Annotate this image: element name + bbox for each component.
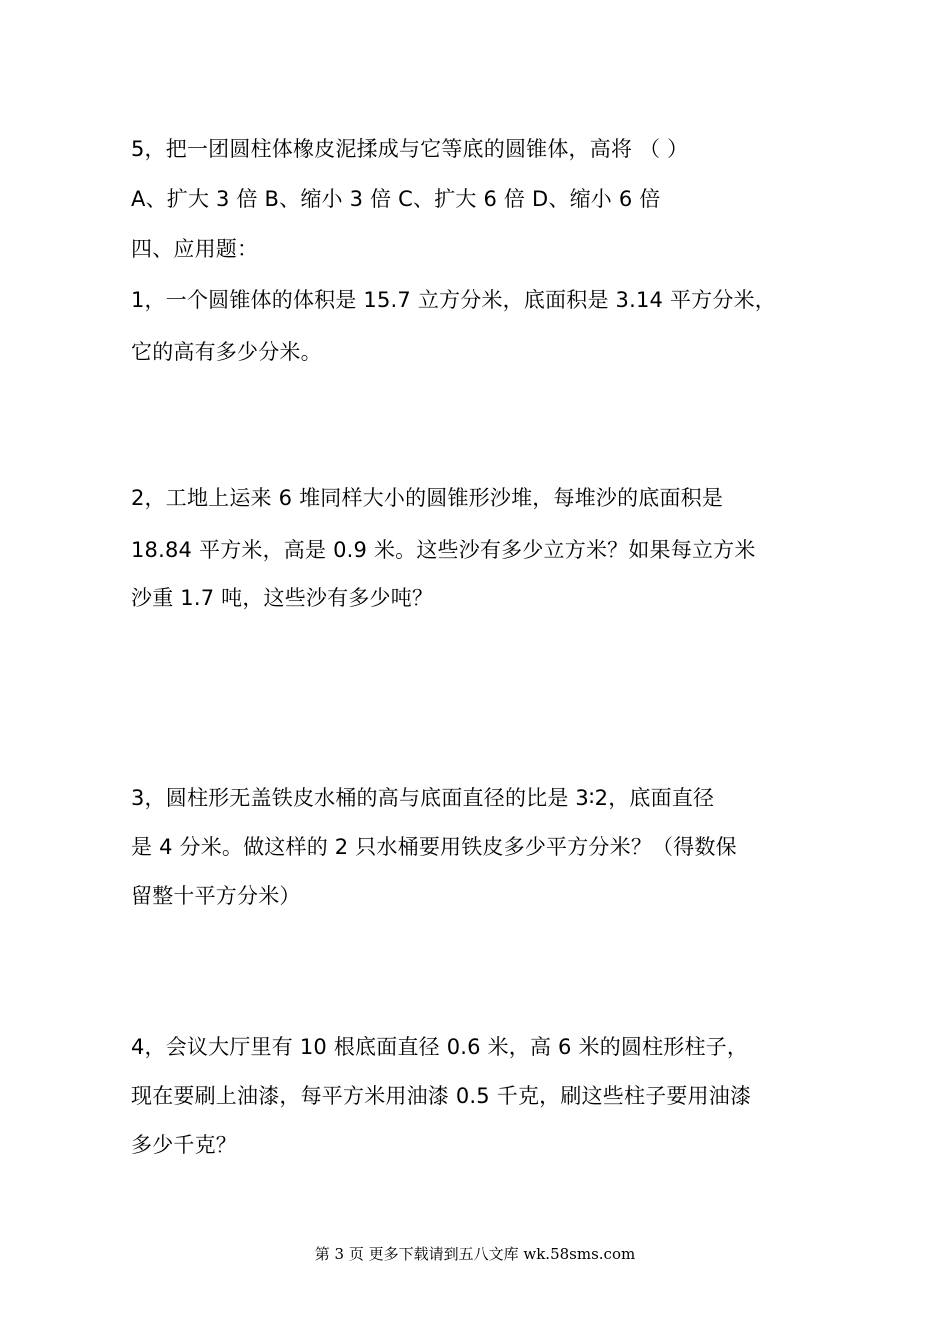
- question-5-stem: 5，把一团圆柱体橡皮泥揉成与它等底的圆锥体，高将 （ ）: [131, 137, 689, 161]
- problem-4-line-3: 多少千克？: [131, 1133, 237, 1157]
- problem-1-line-1: 1，一个圆锥体的体积是 15.7 立方分米，底面积是 3.14 平方分米，: [131, 288, 776, 312]
- page-footer: 第 3 页 更多下载请到五八文库 wk.58sms.com: [314, 1245, 636, 1263]
- problem-4-line-1: 4，会议大厅里有 10 根底面直径 0.6 米，高 6 米的圆柱形柱子，: [131, 1035, 749, 1059]
- problem-3-line-3: 留整十平方分米）: [131, 884, 301, 908]
- problem-4-line-2: 现在要刷上油漆，每平方米用油漆 0.5 千克，刷这些柱子要用油漆: [131, 1084, 752, 1108]
- problem-2-line-1: 2，工地上运来 6 堆同样大小的圆锥形沙堆，每堆沙的底面积是: [131, 486, 724, 510]
- problem-3-line-2: 是 4 分米。做这样的 2 只水桶要用铁皮多少平方分米？（得数保: [131, 835, 737, 859]
- question-5-options: A、扩大 3 倍 B、缩小 3 倍 C、扩大 6 倍 D、缩小 6 倍: [131, 187, 661, 211]
- problem-3-line-1: 3，圆柱形无盖铁皮水桶的高与底面直径的比是 3∶2，底面直径: [131, 786, 715, 810]
- section-heading: 四、应用题：: [131, 237, 259, 261]
- problem-2-line-2: 18.84 平方米，高是 0.9 米。这些沙有多少立方米？如果每立方米: [131, 538, 756, 562]
- problem-1-line-2: 它的高有多少分米。: [131, 340, 322, 364]
- problem-2-line-3: 沙重 1.7 吨，这些沙有多少吨？: [131, 586, 434, 610]
